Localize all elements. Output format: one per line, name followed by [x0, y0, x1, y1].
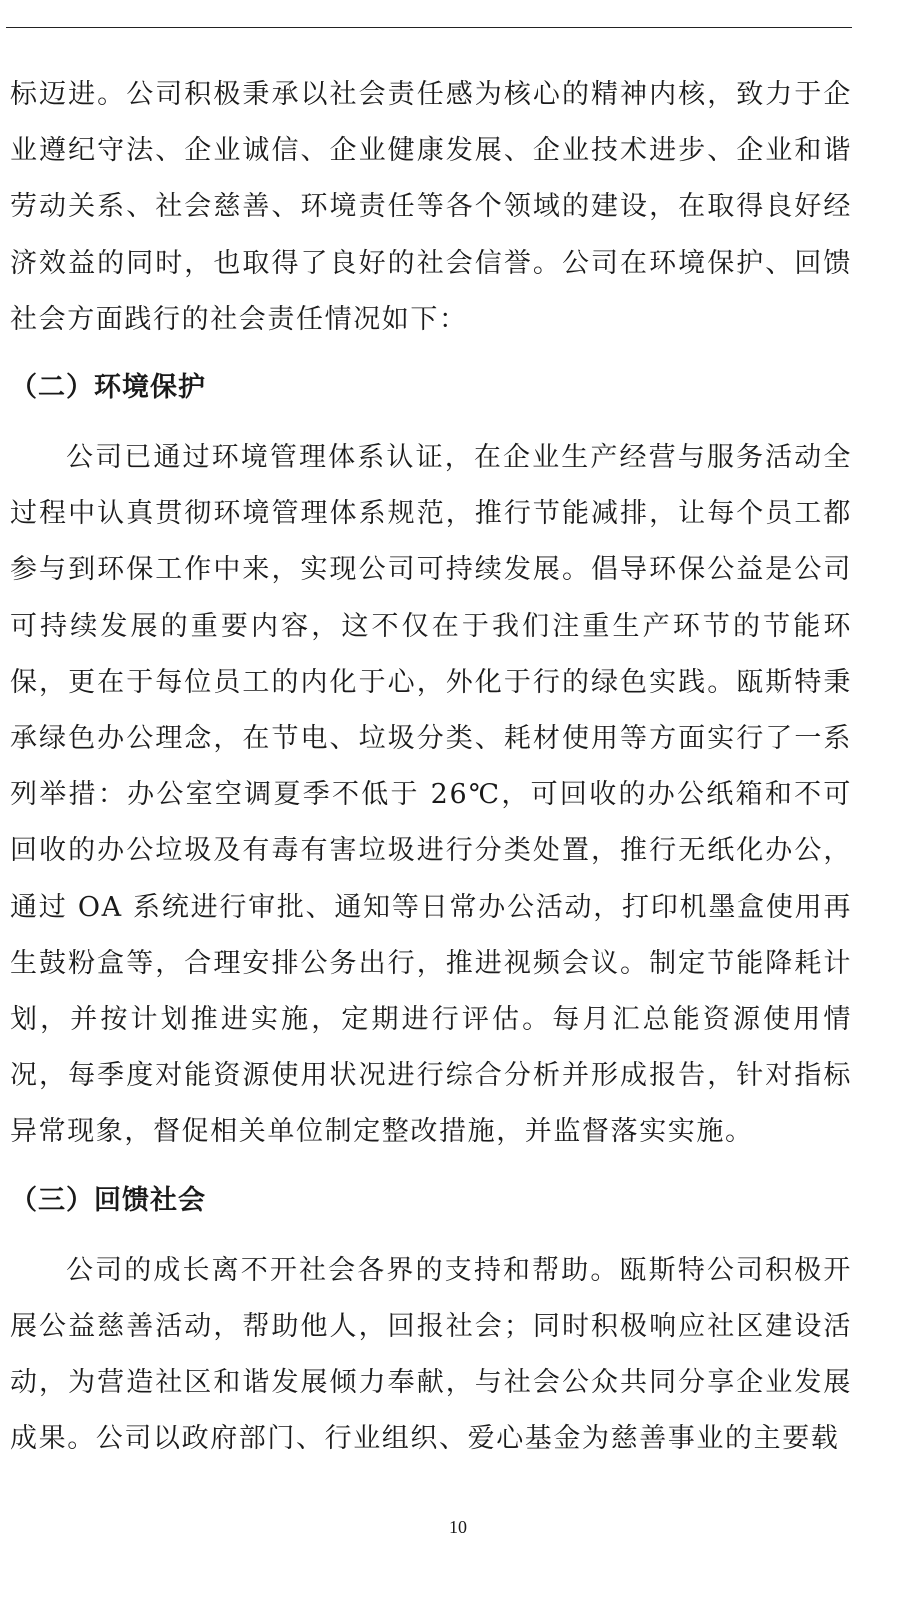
environment-paragraph: 公司已通过环境管理体系认证，在企业生产经营与服务活动全过程中认真贯彻环境管理体系规范，推行节能减排，让每个员工都参与到环保工作中来，实现公司可持续发展。倡导环保公益是公司可持续发展的重要内容，这不仅在于我们注重生产环节的节能环保，更在于每位员工的内化于心，外化于行的绿色实践。瓯斯特秉承绿色办公理念，在节电、垃圾分类、耗材使用等方面实行了一系列举措：办公室空调夏季不低于 26℃，可回收的办公纸箱和不可回收的办公垃圾及有毒有害垃圾进行分类处置，推行无纸化办公，通过 OA 系统进行审批、通知等日常办公活动，打印机墨盒使用再生鼓粉盒等，合理安排公务出行，推进视频会议。制定节能降耗计划，并按计划推进实施，定期进行评估。每月汇总能资源使用情况，每季度对能资源使用状况进行综合分析并形成报告，针对指标异常现象，督促相关单位制定整改措施，并监督落实实施。: [10, 442, 852, 1148]
page-number: 10: [449, 1517, 467, 1537]
community-paragraph: 公司的成长离不开社会各界的支持和帮助。瓯斯特公司积极开展公益慈善活动，帮助他人，回报社会；同时积极响应社区建设活动，为营造社区和谐发展倾力奉献，与社会公众共同分享企业发展成果。公司以政府部门、行业组织、爱心基金为慈善事业的主要载: [10, 1254, 852, 1455]
intro-paragraph: 标迈进。公司积极秉承以社会责任感为核心的精神内核，致力于企业遵纪守法、企业诚信、企业健康发展、企业技术进步、企业和谐劳动关系、社会慈善、环境责任等各个领域的建设，在取得良好经济效益的同时，也取得了良好的社会信誉。公司在环境保护、回馈社会方面践行的社会责任情况如下：: [10, 79, 852, 335]
page-content: [10, 67, 852, 1467]
section-heading-environment: （二）环境保护: [10, 372, 206, 404]
section-heading-community: （三）回馈社会: [10, 1184, 206, 1216]
header-rule: [6, 27, 852, 28]
